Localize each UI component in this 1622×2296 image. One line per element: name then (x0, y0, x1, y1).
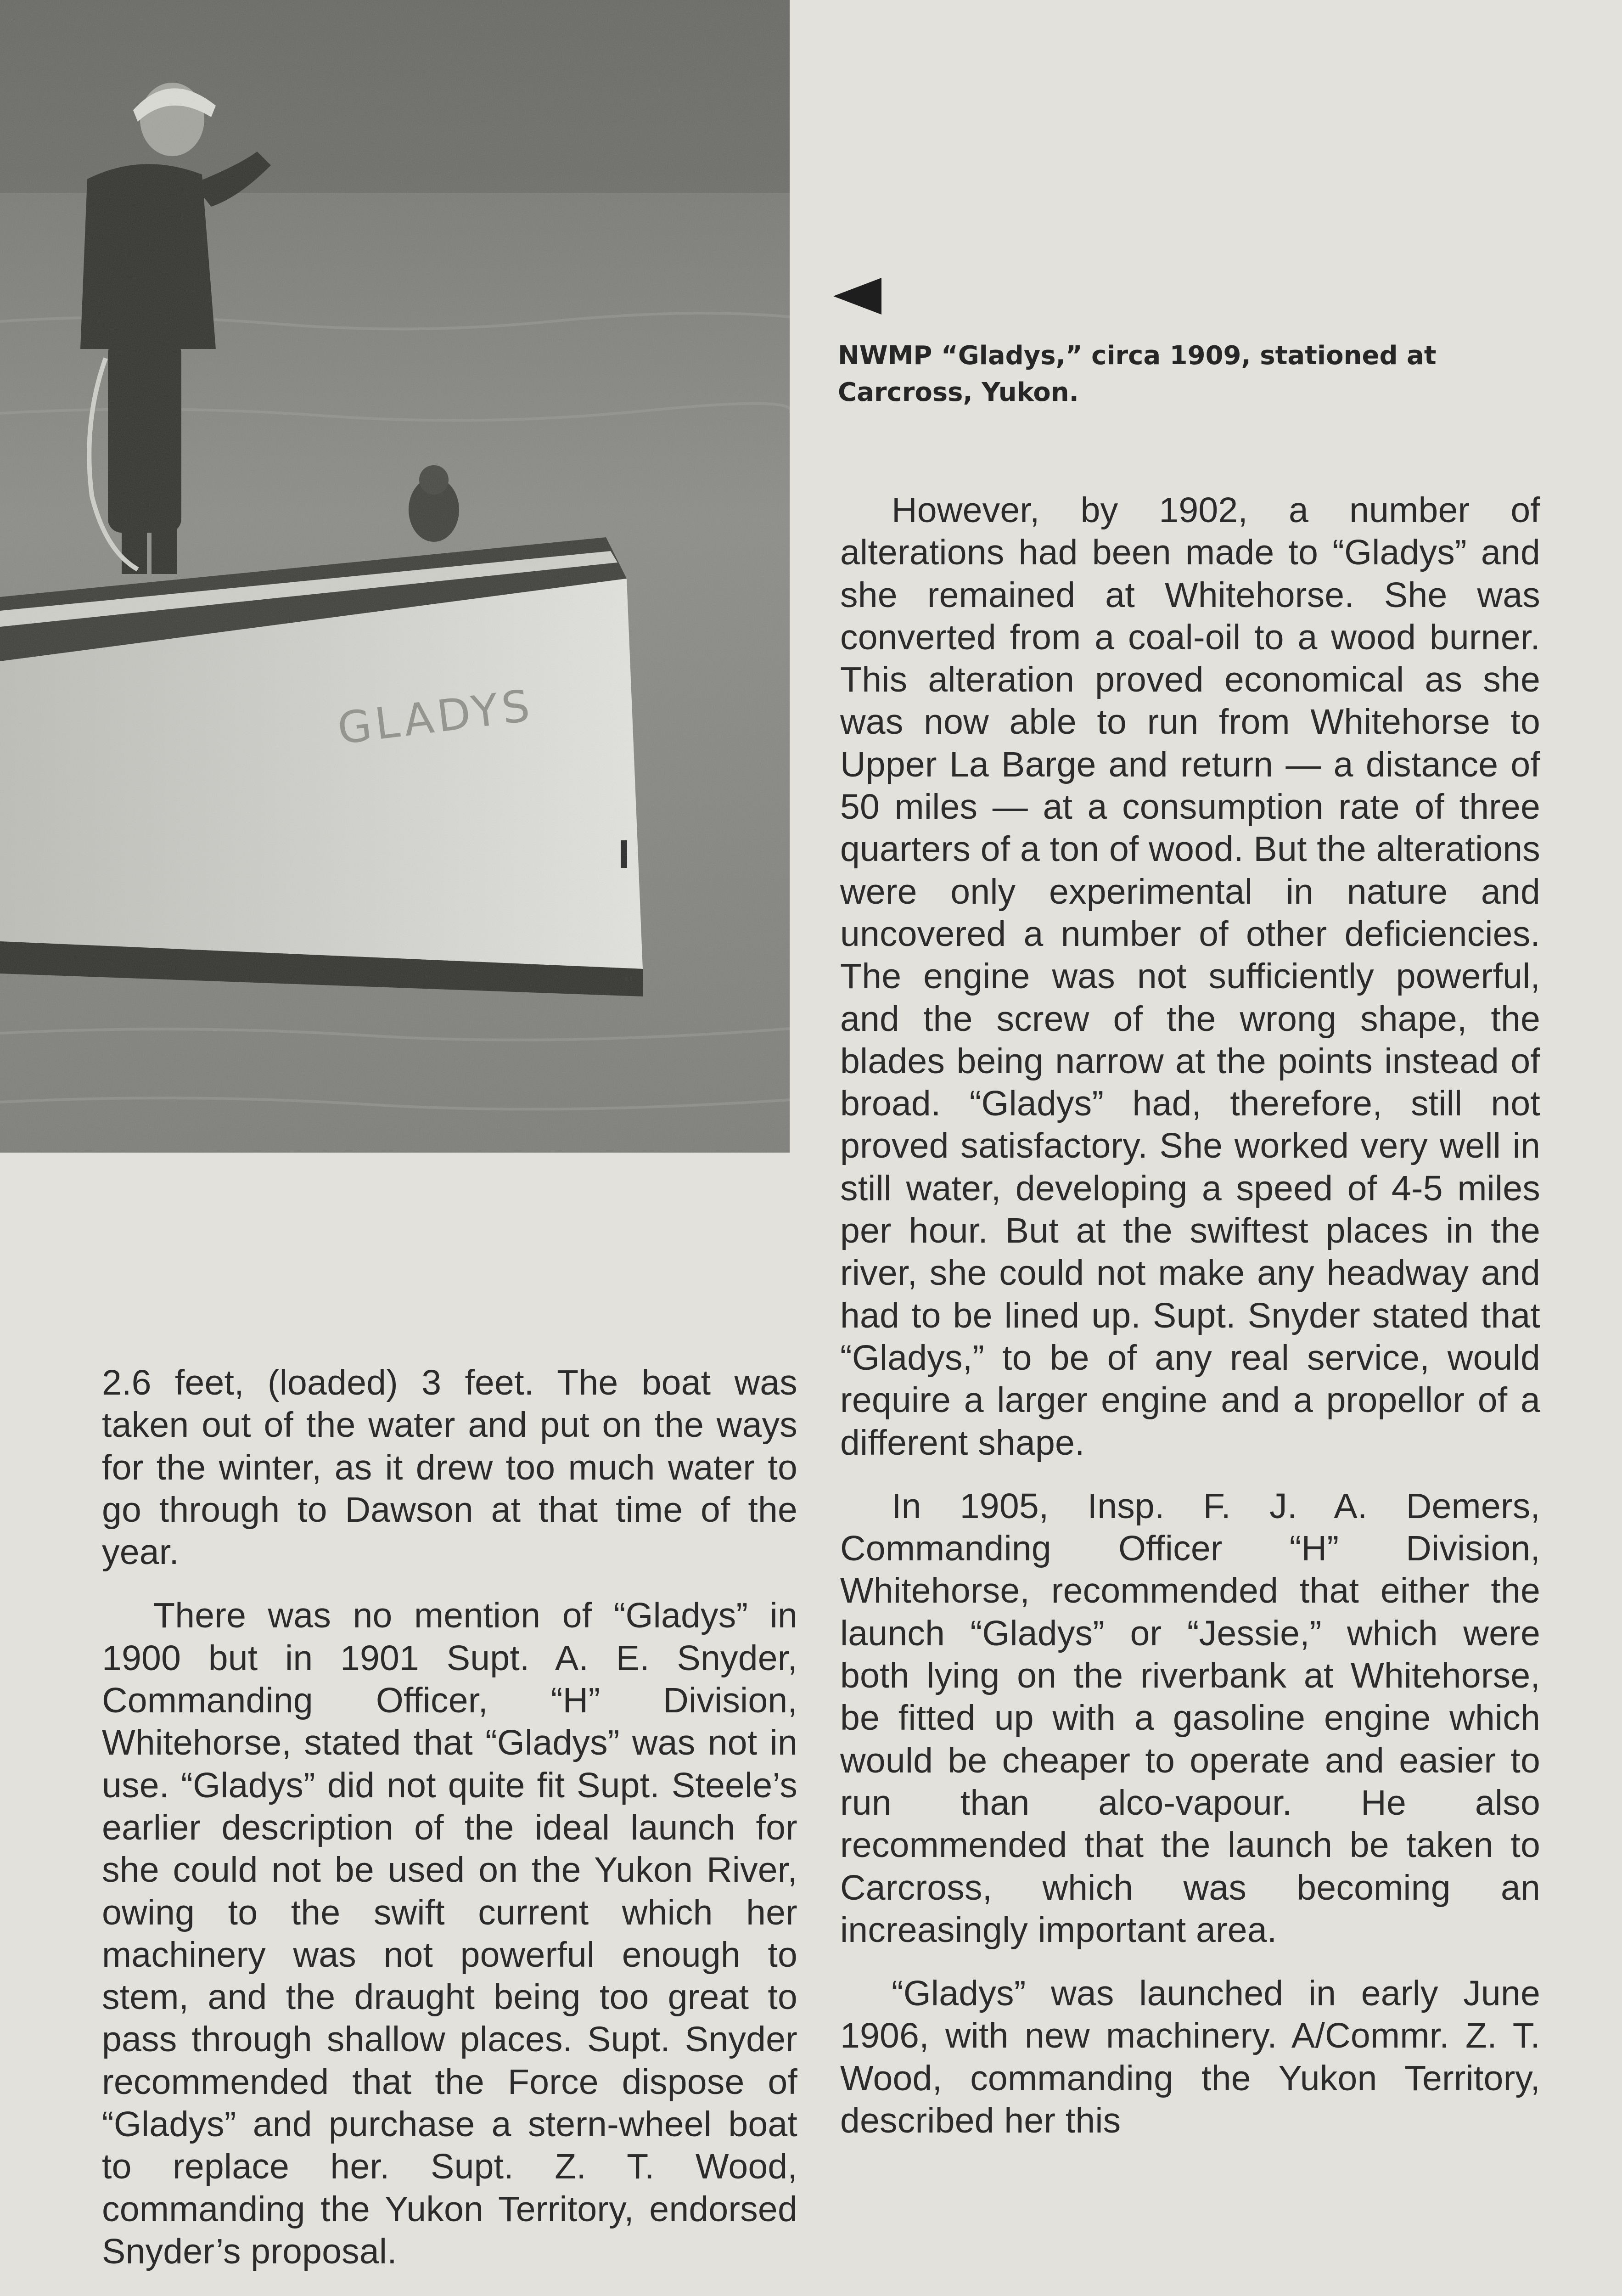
paragraph: However, by 1902, a number of alterations had been made to “Gladys” and she remained at Whitehorse. She was converted from a coal-oil to a wood burner. This alteration proved economical as she was now able to run from Whitehorse to Upper La Barge and return — a distance of 50 miles — at a consumption rate of three quarters of a ton of wood. But the alterations were only experimental in nature and uncovered a number of other deficiencies. The engine was not sufficiently powerful, and the screw of the wrong shape, the blades being narrow at the points instead of broad. “Gladys” had, therefore, still not proved satisfactory. She worked very well in still water, developing a speed of 4-5 miles per hour. But at the swiftest places in the river, she could not make any headway and had to be lined up. Supt. Snyder stated that “Gladys,” to be of any real service, would require a larger engine and a propellor of a different shape. (840, 490, 1540, 1463)
paragraph: In 1905, Insp. F. J. A. Demers, Commanding Officer “H” Division, Whitehorse, recommended that either the launch “Gladys” or “Jessie,” which were both lying on the riverbank at Whitehorse, be fitted up with a gasoline engine which would be cheaper to operate and easier to run than alco-vapour. He also recommended that the launch be taken to Carcross, which was becoming an increasingly important area. (840, 1486, 1540, 1950)
left-text-column (102, 1362, 797, 2273)
paragraph: There was no mention of “Gladys” in 1900 but in 1901 Supt. A. E. Snyder, Commanding Officer, “H” Division, Whitehorse, stated that “Gladys” was not in use. “Gladys” did not quite fit Supt. Steele’s earlier description of the ideal launch for she could not be used on the Yukon River, owing to the swift current which her machinery was not powerful enough to stem, and the draught being too great to pass through shallow places. Supt. Snyder recommended that the Force dispose of “Gladys” and purchase a stern-wheel boat to replace her. Supt. Z. T. Wood, commanding the Yukon Territory, endorsed Snyder’s proposal. (102, 1596, 797, 2271)
boat-photograph (0, 0, 790, 1153)
paragraph: 2.6 feet, (loaded) 3 feet. The boat was taken out of the water and put on the ways for the winter, as it drew too much water to go through to Dawson at that time of the year. (102, 1363, 797, 1572)
paragraph: “Gladys” was launched in early June 1906, with new machinery. A/Commr. Z. T. Wood, commanding the Yukon Territory, described her this (840, 1974, 1540, 2140)
right-text-column (840, 489, 1540, 2142)
photo-caption: NWMP “Gladys,” circa 1909, stationed at Carcross, Yukon. (838, 341, 1437, 407)
left-arrow-icon (833, 276, 884, 317)
